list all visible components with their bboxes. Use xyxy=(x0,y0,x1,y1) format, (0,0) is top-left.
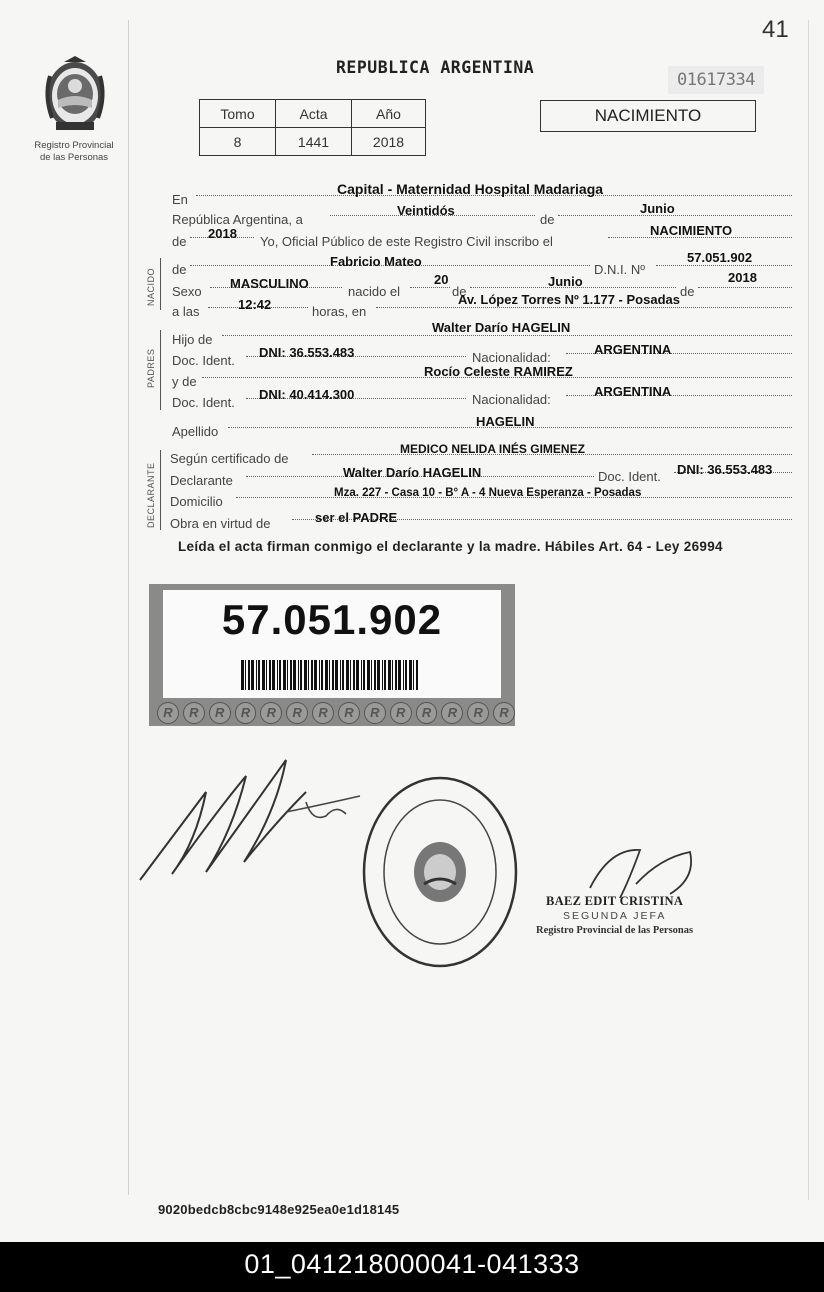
official-seal-icon xyxy=(360,774,520,970)
barcode-bar xyxy=(367,660,370,690)
barcode-bar xyxy=(356,660,359,690)
declarant-signature xyxy=(136,752,372,888)
birth-day-value: 20 xyxy=(434,272,449,287)
surname-value: HAGELIN xyxy=(476,414,535,429)
barcode-bar xyxy=(269,660,271,690)
domicilio-label: Domicilio xyxy=(170,494,223,509)
a-las-label: a las xyxy=(172,304,200,319)
barcode-bar xyxy=(308,660,309,690)
hijo-de-label: Hijo de xyxy=(172,332,213,347)
barcode-bar xyxy=(361,660,362,690)
barcode-bar xyxy=(321,660,323,690)
yo-oficial-label: Yo, Oficial Público de este Registro Civil inscribo el xyxy=(260,234,553,249)
barcode-bar xyxy=(353,660,355,690)
mother-dni-value: DNI: 40.414.300 xyxy=(259,387,355,402)
child-dni-value: 57.051.902 xyxy=(687,250,753,265)
barcode-bar xyxy=(293,660,296,690)
barcode-bar xyxy=(392,660,393,690)
sticker-r-icon: R xyxy=(338,702,360,724)
table-value-ano: 2018 xyxy=(352,128,426,156)
republica-label: República Argentina, a xyxy=(172,212,303,227)
horas-en-label: horas, en xyxy=(312,304,367,319)
barcode-bar xyxy=(395,660,397,690)
barcode-bar xyxy=(377,660,380,690)
nacionalidad-label: Nacionalidad: xyxy=(472,350,551,365)
child-name-value: Fabricio Mateo xyxy=(330,254,422,269)
barcode-bar xyxy=(298,660,299,690)
official-office: Registro Provincial de las Personas xyxy=(536,925,694,936)
birth-month-value: Junio xyxy=(548,274,583,289)
sticker-number: 57.051.902 xyxy=(221,596,443,643)
declarant-doc-label: Doc. Ident. xyxy=(598,469,661,484)
barcode-bar xyxy=(279,660,281,690)
barcode-bar xyxy=(256,660,257,690)
birth-address-value: Av. López Torres Nº 1.177 - Posadas xyxy=(458,292,680,307)
place-value: Capital - Maternidad Hospital Madariaga xyxy=(337,181,604,197)
sticker-r-icon: R xyxy=(312,702,334,724)
tomo-acta-ano-table xyxy=(199,99,426,156)
de-label: de xyxy=(172,262,187,277)
table-value-tomo: 8 xyxy=(200,128,276,156)
obra-en-virtud-label: Obra en virtud de xyxy=(170,516,271,531)
barcode-bar xyxy=(340,660,341,690)
year-value: 2018 xyxy=(208,226,237,241)
barcode-bar xyxy=(342,660,344,690)
declarante-label: Declarante xyxy=(170,473,233,488)
closing-text: Leída el acta firman conmigo el declarante y la madre. Hábiles Art. 64 - Ley 26994 xyxy=(178,539,723,554)
emblem-caption xyxy=(22,140,126,164)
barcode-bar xyxy=(277,660,278,690)
barcode-bar xyxy=(314,660,317,690)
barcode-bar xyxy=(371,660,372,690)
barcode-bar xyxy=(332,660,334,690)
sticker-r-icon: R xyxy=(286,702,308,724)
dotted-line xyxy=(698,286,792,288)
nacido-section-label: NACIDO xyxy=(146,267,156,306)
declarant-name-value: Walter Darío HAGELIN xyxy=(343,465,482,480)
barcode-bar xyxy=(241,660,244,690)
emblem-caption-line2: de las Personas xyxy=(39,152,109,163)
table-header-tomo: Tomo xyxy=(200,100,276,128)
document-type-box: NACIMIENTO xyxy=(540,100,756,132)
serial-number: 01617334 xyxy=(668,66,764,94)
barcode-icon xyxy=(241,660,421,690)
sticker-r-icon: R xyxy=(209,702,231,724)
barcode-bar xyxy=(335,660,338,690)
table-header-row xyxy=(200,100,426,128)
doc-ident-label: Doc. Ident. xyxy=(172,353,235,368)
table-value-row xyxy=(200,128,426,156)
month-value: Junio xyxy=(640,201,675,216)
provincial-coat-of-arms-icon xyxy=(36,56,114,136)
barcode-bar xyxy=(384,660,386,690)
document-title: REPUBLICA ARGENTINA xyxy=(336,58,535,77)
official-title: SEGUNDA JEFA xyxy=(563,910,667,922)
barcode-bar xyxy=(262,660,265,690)
barcode-bar xyxy=(374,660,376,690)
mother-name-value: Rocío Celeste RAMIREZ xyxy=(424,364,573,379)
document-hash: 9020bedcb8cbc9148e925ea0e1d18145 xyxy=(158,1202,400,1217)
inscription-type-value: NACIMIENTO xyxy=(650,223,733,238)
barcode-bar xyxy=(251,660,254,690)
barcode-bar xyxy=(382,660,383,690)
barcode-bar xyxy=(290,660,292,690)
barcode-bar xyxy=(311,660,313,690)
doc-ident-label: Doc. Ident. xyxy=(172,395,235,410)
sexo-label: Sexo xyxy=(172,284,202,299)
barcode-bar xyxy=(248,660,250,690)
left-margin-line xyxy=(128,20,129,1195)
barcode-bar xyxy=(245,660,246,690)
mother-nationality-value: ARGENTINA xyxy=(594,384,672,399)
sticker-r-icon: R xyxy=(364,702,386,724)
sex-value: MASCULINO xyxy=(230,276,309,291)
de-label: de xyxy=(540,212,555,227)
footer-file-id: 01_041218000041-041333 xyxy=(0,1242,824,1292)
barcode-bar xyxy=(346,660,349,690)
certificate-by-value: MEDICO NELIDA INÉS GIMENEZ xyxy=(400,442,585,456)
father-dni-value: DNI: 36.553.483 xyxy=(259,345,355,360)
en-label: En xyxy=(172,192,188,207)
barcode-bar xyxy=(329,660,330,690)
basis-value: ser el PADRE xyxy=(315,510,398,525)
declarant-dni-value: DNI: 36.553.483 xyxy=(677,462,773,477)
page-number: 41 xyxy=(762,16,789,43)
padres-section-bar xyxy=(160,330,161,410)
father-name-value: Walter Darío HAGELIN xyxy=(432,320,571,335)
barcode-bar xyxy=(304,660,307,690)
barcode-bar xyxy=(319,660,320,690)
sticker-r-icon: R xyxy=(441,702,463,724)
barcode-bar xyxy=(409,660,412,690)
barcode-bar xyxy=(416,660,418,690)
sticker-r-icon: R xyxy=(260,702,282,724)
barcode-bar xyxy=(325,660,328,690)
sticker-r-icon: R xyxy=(467,702,489,724)
emblem-caption-line1: Registro Provincial xyxy=(34,140,114,151)
nacido-el-label: nacido el xyxy=(348,284,401,299)
declarante-section-label: DECLARANTE xyxy=(146,462,156,528)
sticker-r-icon: R xyxy=(416,702,438,724)
table-header-ano: Año xyxy=(352,100,426,128)
segun-certificado-label: Según certificado de xyxy=(170,451,289,466)
sticker-r-icon: R xyxy=(235,702,257,724)
official-name: BAEZ EDIT CRISTINA xyxy=(546,894,684,908)
barcode-bar xyxy=(266,660,267,690)
sticker-label-area xyxy=(163,590,501,698)
nacionalidad-label: Nacionalidad: xyxy=(472,392,551,407)
apellido-label: Apellido xyxy=(172,424,219,439)
de-label: de xyxy=(680,284,695,299)
barcode-bar xyxy=(283,660,286,690)
y-de-label: y de xyxy=(172,374,197,389)
declarant-address-value: Mza. 227 - Casa 10 - B° A - 4 Nueva Esperanza - Posadas xyxy=(334,487,642,499)
barcode-bar xyxy=(258,660,260,690)
dni-label: D.N.I. Nº xyxy=(594,262,645,277)
right-margin-line xyxy=(808,20,809,1200)
barcode-bar xyxy=(287,660,288,690)
barcode-bar xyxy=(350,660,351,690)
day-words-value: Veintidós xyxy=(397,203,455,218)
barcode-bar xyxy=(398,660,401,690)
sticker-r-pattern xyxy=(149,702,515,726)
sticker-r-icon: R xyxy=(183,702,205,724)
birth-time-value: 12:42 xyxy=(238,297,272,312)
dotted-line xyxy=(558,214,792,216)
nacido-section-bar xyxy=(160,258,161,310)
sticker-r-icon: R xyxy=(157,702,179,724)
table-value-acta: 1441 xyxy=(276,128,352,156)
table-header-acta: Acta xyxy=(276,100,352,128)
sticker-r-icon: R xyxy=(390,702,412,724)
barcode-bar xyxy=(403,660,404,690)
barcode-bar xyxy=(405,660,407,690)
de-label: de xyxy=(172,234,187,249)
birth-year-value: 2018 xyxy=(728,270,757,285)
barcode-bar xyxy=(413,660,414,690)
barcode-bar xyxy=(388,660,391,690)
barcode-bar xyxy=(363,660,365,690)
dni-sticker xyxy=(149,584,515,726)
de-label: de xyxy=(452,284,467,299)
padres-section-label: PADRES xyxy=(146,348,156,388)
father-nationality-value: ARGENTINA xyxy=(594,342,672,357)
sticker-r-icon: R xyxy=(493,702,515,724)
barcode-bar xyxy=(272,660,275,690)
declarante-section-bar xyxy=(160,450,161,530)
barcode-bar xyxy=(300,660,302,690)
